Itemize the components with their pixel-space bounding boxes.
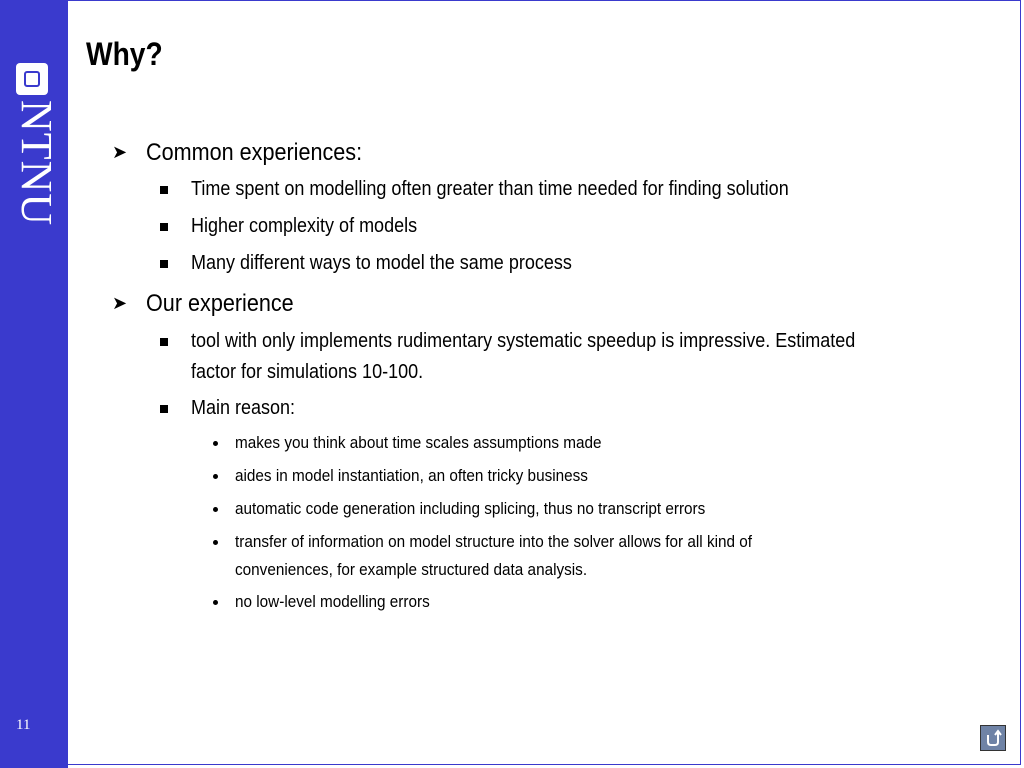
slide-title: Why? <box>86 36 163 72</box>
bullet-level2: Many different ways to model the same process <box>191 252 572 274</box>
dot-bullet-icon <box>213 600 218 605</box>
bullet-level3-continuation: conveniences, for example structured data analysis. <box>235 560 588 579</box>
bullet-level2-continuation: factor for simulations 10-100. <box>191 361 424 383</box>
bullet-level3: transfer of information on model structure into the solver allows for all kind of <box>235 532 753 551</box>
bullet-level2: Higher complexity of models <box>191 215 418 237</box>
arrow-bullet-icon: ➤ <box>112 142 128 162</box>
bullet-level3: no low-level modelling errors <box>235 592 430 611</box>
dot-bullet-icon <box>213 507 218 512</box>
page-number: 11 <box>16 717 31 733</box>
bullet-level3: aides in model instantiation, an often tricky business <box>235 466 588 485</box>
dot-bullet-icon <box>213 474 218 479</box>
bullet-level2: Time spent on modelling often greater than time needed for finding solution <box>191 178 789 200</box>
ntnu-logo-icon <box>16 63 48 95</box>
return-arrow-icon <box>984 729 1002 747</box>
bullet-level2: Main reason: <box>191 397 296 419</box>
bullet-level3: makes you think about time scales assumptions made <box>235 433 602 452</box>
ntnu-logo-text: NTNU <box>12 100 61 227</box>
square-bullet-icon <box>160 338 168 346</box>
bullet-level1: Our experience <box>146 290 294 317</box>
square-bullet-icon <box>160 405 168 413</box>
square-bullet-icon <box>160 260 168 268</box>
sidebar <box>0 0 68 768</box>
square-bullet-icon <box>160 223 168 231</box>
arrow-bullet-icon: ➤ <box>112 293 128 313</box>
bullet-level2: tool with only implements rudimentary systematic speedup is impressive. Estimated <box>191 330 856 352</box>
dot-bullet-icon <box>213 540 218 545</box>
dot-bullet-icon <box>213 441 218 446</box>
bullet-level3: automatic code generation including splicing, thus no transcript errors <box>235 499 706 518</box>
bullet-level1: Common experiences: <box>146 139 363 166</box>
square-bullet-icon <box>160 186 168 194</box>
return-button[interactable] <box>980 725 1006 751</box>
